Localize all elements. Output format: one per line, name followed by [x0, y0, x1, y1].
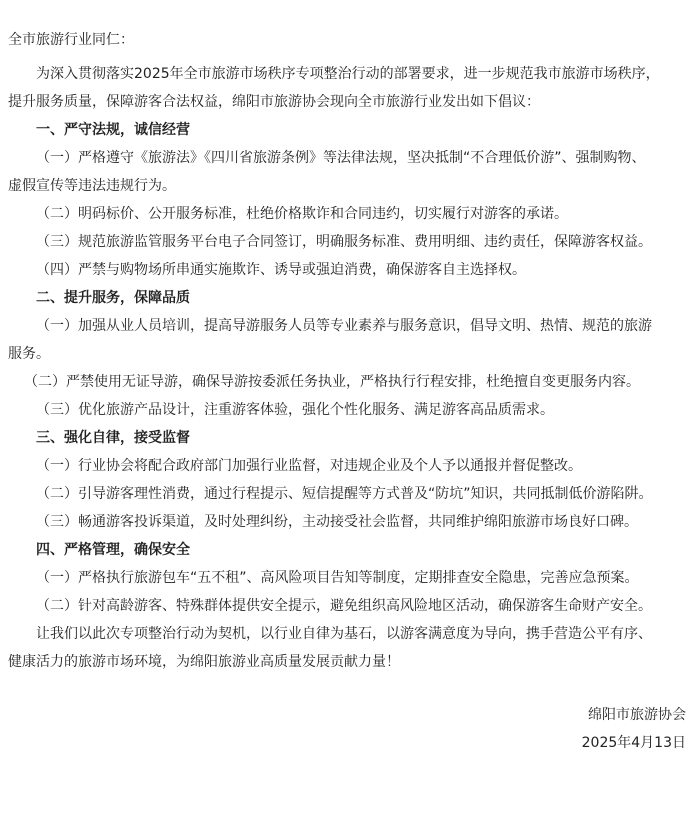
section-1-item-2: （二）明码标价、公开服务标准，杜绝价格欺诈和合同违约，切实履行对游客的承诺。 — [36, 206, 568, 222]
section-4-item-2: （二）针对高龄游客、特殊群体提供安全提示，避免组织高风险地区活动，确保游客生命财产安全。 — [36, 598, 652, 614]
section-4-item-1: （一）严格执行旅游包车“五不租”、高风险项目告知等制度，定期排查安全隐患，完善应急预案。 — [36, 570, 639, 586]
section-3-item-3: （三）畅通游客投诉渠道，及时处理纠纷，主动接受社会监督，共同维护绵阳旅游市场良好口碑。 — [36, 514, 638, 530]
closing-line-2: 健康活力的旅游市场环境，为绵阳旅游业高质量发展贡献力量！ — [8, 654, 400, 670]
greeting: 全市旅游行业同仁： — [8, 32, 134, 48]
section-4-heading: 四、严格管理，确保安全 — [36, 542, 190, 558]
closing-line-1: 让我们以此次专项整治行动为契机，以行业自律为基石，以游客满意度为导向，携手营造公平有序、 — [36, 626, 652, 642]
section-2-item-2: （二）严禁使用无证导游，确保导游按委派任务执业，严格执行行程安排，杜绝擅自变更服务内容。 — [24, 374, 640, 390]
section-1-item-1-line-1: （一）严格遵守《旅游法》《四川省旅游条例》等法律法规，坚决抵制“不合理低价游”、强制购物、 — [36, 150, 646, 166]
section-2-item-1-line-1: （一）加强从业人员培训，提高导游服务人员等专业素养与服务意识，倡导文明、热情、规范的旅游 — [36, 318, 652, 334]
intro-line-1: 为深入贯彻落实2025年全市旅游市场秩序专项整治行动的部署要求，进一步规范我市旅游市场秩序， — [36, 66, 660, 82]
section-3-heading: 三、强化自律，接受监督 — [36, 430, 190, 446]
section-1-heading: 一、严守法规，诚信经营 — [36, 122, 190, 138]
section-3-item-2: （二）引导游客理性消费，通过行程提示、短信提醒等方式普及“防坑”知识，共同抵制低价游陷阱。 — [36, 486, 653, 502]
section-2-heading: 二、提升服务，保障品质 — [36, 290, 190, 306]
signature-organization: 绵阳市旅游协会 — [588, 707, 686, 723]
signature-date: 2025年4月13日 — [581, 735, 686, 751]
section-2-item-3: （三）优化旅游产品设计，注重游客体验，强化个性化服务、满足游客高品质需求。 — [36, 402, 554, 418]
section-3-item-1: （一）行业协会将配合政府部门加强行业监督，对违规企业及个人予以通报并督促整改。 — [36, 458, 582, 474]
section-1-item-3: （三）规范旅游监管服务平台电子合同签订，明确服务标准、费用明细、违约责任，保障游客权益。 — [36, 234, 652, 250]
section-1-item-4: （四）严禁与购物场所串通实施欺诈、诱导或强迫消费，确保游客自主选择权。 — [36, 262, 526, 278]
section-2-item-1-line-2: 服务。 — [8, 346, 50, 362]
intro-line-2: 提升服务质量，保障游客合法权益，绵阳市旅游协会现向全市旅游行业发出如下倡议： — [8, 94, 540, 110]
section-1-item-1-line-2: 虚假宣传等违法违规行为。 — [8, 178, 176, 194]
